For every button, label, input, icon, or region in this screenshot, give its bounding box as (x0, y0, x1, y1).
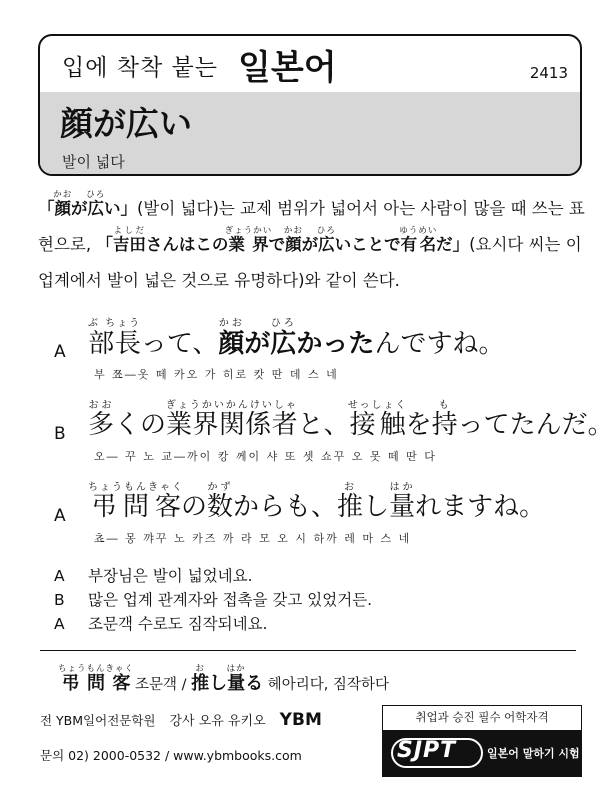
example-pronunciation: 부 쬬―옷 떼 카오 가 히로 캇 딴 데 스 네 (94, 368, 339, 381)
vocabulary-line (58, 664, 389, 700)
example-sentence-ruby: 「吉田よしださんはこの業界ぎょうかいで顔かおが広ひろいことで有名ゆうめいだ」 (96, 226, 470, 254)
vocab-meaning-2: 헤아리다, 짐작하다 (263, 677, 389, 693)
translation-line-3: A 조문객 수로도 짐작되네요. (54, 615, 268, 633)
school-name: 전 YBM일어전문학원 (40, 713, 156, 728)
ad-tagline: 취업과 승진 필수 어학자격 (415, 710, 549, 724)
example-jp: 多おおくの業界関係者ぎょうかいかんけいしゃと、接触せっしょくを持もってたんだ。 (88, 400, 614, 440)
example-jp: 部長ぶ ちょうって、顔かおが広ひろかったんですね。 (88, 318, 505, 359)
translation-line-1: A 부장님은 발이 넓었네요. (54, 567, 253, 585)
footer-credit (40, 710, 322, 730)
speaker-mark: A (54, 342, 66, 362)
example-jp: 弔問客ちょうもんきゃくの数かずからも、推おし量はかれますね。 (88, 482, 546, 522)
article-code: 2413 (529, 64, 568, 82)
translation-line-2: B 많은 업계 관계자와 접촉을 갖고 있었거든. (54, 591, 373, 609)
section-divider (40, 650, 576, 651)
example-pronunciation: 쵸― 몽 꺄꾸 노 카즈 까 라 모 오 시 하까 레 마 스 네 (94, 532, 412, 545)
explanation-text-2: (요시다 씨는 이 업계에서 발이 넓은 것으로 유명하다)와 같이 쓴다. (38, 235, 582, 290)
ad-subtitle: 일본어 말하기 시험 (487, 747, 580, 760)
sjpt-logo: SJPT (397, 738, 457, 763)
speaker-mark: A (54, 506, 66, 526)
speaker-mark: B (54, 424, 66, 444)
quote-open: 「 (38, 199, 55, 218)
footer-contact: 문의 02) 2000-0532 / www.ybmbooks.com (40, 748, 302, 763)
title-band (40, 92, 580, 176)
header-top (40, 36, 580, 92)
header-box (38, 34, 582, 176)
vocab-word-1: 弔問客ちょうもんきゃく (58, 664, 135, 694)
series-name-small: 입에 착착 붙는 (62, 55, 218, 81)
example-pronunciation: 오― 꾸 노 교―까이 캉 께이 샤 또 셋 쇼꾸 오 못 떼 딴 다 (94, 450, 437, 463)
explanation-paragraph (38, 190, 586, 299)
page-title: 顔が広い (60, 104, 192, 143)
quote-close: 」 (120, 199, 137, 218)
ad-banner (383, 730, 581, 776)
brand-logo: YBM (279, 710, 322, 730)
explanation-text-1: (발이 넓다)는 교제 범위가 넓어서 아는 사람이 많을 때 쓰는 표현으로, (38, 199, 585, 254)
series-name-big: 일본어 (238, 48, 337, 88)
vocab-meaning-1: 조문객 / (130, 677, 192, 693)
teacher-name: 강사 오유 유키오 (169, 714, 266, 729)
vocab-word-2: 推おし量はかる (191, 664, 264, 694)
sjpt-advertisement (382, 705, 582, 777)
page-subtitle: 발이 넓다 (62, 153, 125, 171)
expression-ruby: 顔かおが広ひろい (53, 190, 121, 218)
